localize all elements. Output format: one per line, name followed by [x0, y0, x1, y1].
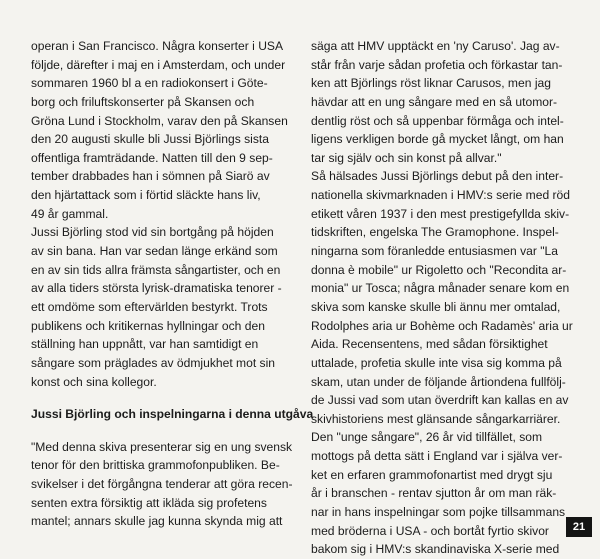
- text-line: Aida. Recensentens, med sådan försiktighet: [311, 337, 548, 352]
- text-line: tar sig själv och sin konst på allvar.": [311, 150, 502, 165]
- text-line: donna è mobile" ur Rigoletto och "Recondita ar-: [311, 262, 567, 277]
- text-line: dentlig röst och så uppenbar förmåga och intel-: [311, 113, 564, 128]
- text-line: "Med denna skiva presenterar sig en ung svensk: [31, 439, 293, 454]
- text-line: skivhistoriens mest glänsande sångarkarriärer.: [311, 411, 561, 426]
- text-line: uttalade, profetia skulle inte visa sig komma på: [311, 355, 562, 370]
- paragraph-3: [311, 428, 573, 558]
- text-line: 49 år gammal.: [31, 206, 109, 221]
- text-line: hävdar att en ung sångare med en så utomor-: [311, 94, 558, 109]
- text-line: svikelser i det förgångna tenderar att göra recen-: [31, 477, 293, 492]
- text-line: Gröna Lund i Stockholm, varav den på Skansen: [31, 113, 288, 128]
- text-line: med bröderna i USA - och bortåt fyrtio skivor: [311, 523, 549, 538]
- text-line: sångare som präglades av ödmjukhet mot sin: [31, 355, 276, 370]
- text-line: ket en erfaren grammofonartist med drygt sju: [311, 467, 553, 482]
- text-line: operan i San Francisco. Några konserter i USA: [31, 39, 284, 53]
- paragraph-3: [31, 438, 293, 531]
- text-line: ningarna som föranledde entusiasmen var "La: [311, 244, 558, 259]
- paragraph-1: [31, 37, 289, 223]
- text-line: mantel; annars skulle jag kunna skynda mig att: [31, 514, 283, 529]
- text-line: ligens verkligen borde gå mycket långt, om han: [311, 132, 564, 147]
- text-line: ett omdöme som eftervärlden bestyrkt. Trots: [31, 299, 268, 314]
- text-line: av alla tiders största lyrisk-dramatiska tenorer -: [31, 281, 282, 296]
- text-line: publikens och kritikernas hyllningar och den: [31, 318, 265, 333]
- text-line: ken att Björlings röst liknar Carusos, men jag: [311, 76, 551, 91]
- text-line: ställning han uppnått, var han samtidigt en: [31, 337, 259, 352]
- section-heading: Jussi Björling och inspelningarna i denna utgåva: [31, 407, 314, 422]
- text-line: mottogs på detta sätt i England var i själva ver-: [311, 449, 563, 464]
- text-line: av sin bana. Han var sedan länge erkänd som: [31, 244, 278, 259]
- text-line: bakom sig i HMV:s skandinaviska X-serie med: [311, 542, 560, 557]
- text-line: etikett våren 1937 i den mest prestigefyllda skiv-: [311, 206, 570, 221]
- text-line: borg och friluftskonserter på Skansen och: [31, 94, 255, 109]
- text-line: följde, därefter i maj en i Amsterdam, och under: [31, 57, 286, 72]
- paragraph-1: [311, 37, 573, 167]
- text-line: de Jussi vad som utan överdrift kan kallas en av: [311, 393, 569, 408]
- text-line: Så hälsades Jussi Björlings debut på den inter-: [311, 169, 564, 184]
- paragraph-2: [311, 167, 573, 428]
- text-line: monia" ur Tosca; några månader senare kom en: [311, 281, 570, 296]
- left-column: [31, 37, 314, 531]
- text-line: år i branschen - rentav sjutton år om man räk-: [311, 486, 557, 501]
- text-line: Jussi Björling stod vid sin bortgång på höjden: [31, 225, 274, 240]
- text-line: tidskriften, engelska The Gramophone. Inspel-: [311, 225, 559, 240]
- text-line: den hjärtattack som i förtid släckte hans liv,: [31, 188, 261, 203]
- text-line: offentliga framträdande. Natten till den 9 sep-: [31, 150, 273, 165]
- text-line: senten extra försiktig att ikläda sig profetens: [31, 495, 267, 510]
- text-line: står från varje sådan profetia och förkastar tan-: [311, 57, 563, 72]
- text-line: tenor för den brittiska grammofonpubliken. Be-: [31, 458, 280, 473]
- text-line: skiva som kanske skulle bli ännu mer omtalad,: [311, 299, 561, 314]
- text-line: skam, utan under de följande årtiondena fullfölj-: [311, 374, 566, 389]
- text-line: sommaren 1960 bl a en radiokonsert i Göte-: [31, 76, 268, 91]
- page-number: 21: [566, 517, 592, 537]
- section-gap: [31, 424, 289, 438]
- text-line: nationella skivmarknaden i HMV:s serie med röd: [311, 188, 571, 203]
- text-line: nar in hans inspelningar som pojke tillsammans: [311, 505, 566, 520]
- text-line: en av sin tids allra främsta sångartister, och en: [31, 262, 281, 277]
- text-line: konst och sina kollegor.: [31, 374, 157, 389]
- paragraph-2: [31, 223, 289, 391]
- text-line: tember drabbades han i sömnen på Siarö av: [31, 169, 270, 184]
- text-line: Rodolphes aria ur Bohème och Radamès' aria ur: [311, 318, 573, 333]
- text-line: den 20 augusti skulle bli Jussi Björlings sista: [31, 132, 269, 147]
- text-line: Den "unge sångare", 26 år vid tillfället, som: [311, 430, 543, 445]
- section-gap: [31, 391, 289, 405]
- text-line: säga att HMV upptäckt en 'ny Caruso'. Jag av-: [311, 39, 560, 53]
- right-column: [311, 37, 573, 559]
